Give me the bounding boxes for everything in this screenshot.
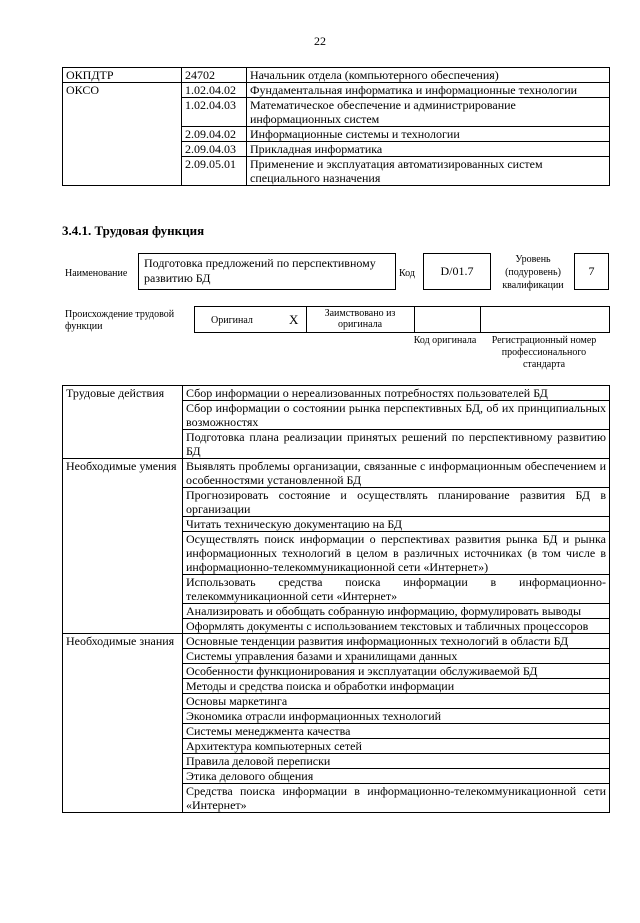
section-item: Этика делового общения [183, 769, 610, 784]
classification-row [63, 98, 610, 127]
classification-table [62, 67, 610, 186]
section-title-continuation [63, 532, 183, 575]
classification-name: Прикладная информатика [247, 142, 610, 157]
section-row [63, 604, 610, 619]
section-row [63, 709, 610, 724]
origin-divider-3 [480, 307, 481, 332]
classification-name: Начальник отдела (компьютерного обеспечения) [247, 68, 610, 83]
section-item: Сбор информации о нереализованных потребностях пользователей БД [183, 386, 610, 401]
section-item: Экономика отрасли информационных технологий [183, 709, 610, 724]
section-row [63, 386, 610, 401]
name-label: Наименование [65, 268, 128, 279]
function-details-table [62, 385, 610, 813]
section-row [63, 649, 610, 664]
section-row [63, 459, 610, 488]
section-title-continuation [63, 694, 183, 709]
section-item: Читать техническую документацию на БД [183, 517, 610, 532]
classification-name: Математическое обеспечение и администрирование информационных систем [247, 98, 610, 127]
section-item: Осуществлять поиск информации о перспективах развития рынка БД и рынка информационных технологий в целом в различных источниках (в том числе в информационно-телекоммуникационной сети «Интернет») [183, 532, 610, 575]
section-row [63, 634, 610, 649]
classification-name: Применение и эксплуатация автоматизированных систем специального назначения [247, 157, 610, 186]
classification-row [63, 68, 610, 83]
section-title-continuation [63, 430, 183, 459]
section-title-continuation [63, 724, 183, 739]
function-code-box [423, 253, 491, 290]
section-item: Сбор информации о состоянии рынка перспективных БД, об их принципиальных возможностях [183, 401, 610, 430]
section-row [63, 724, 610, 739]
section-row [63, 739, 610, 754]
classification-label [63, 142, 182, 157]
level-value: 7 [588, 264, 595, 278]
section-row [63, 694, 610, 709]
classification-code: 2.09.05.01 [182, 157, 247, 186]
section-title-continuation [63, 784, 183, 813]
section-title-continuation [63, 517, 183, 532]
classification-row [63, 83, 610, 98]
original-label: Оригинал [211, 315, 253, 326]
section-title-continuation [63, 604, 183, 619]
classification-label [63, 98, 182, 127]
section-title-continuation [63, 649, 183, 664]
section-title: Необходимые умения [63, 459, 183, 488]
origin-divider-1 [306, 307, 307, 332]
section-row [63, 575, 610, 604]
section-title-continuation [63, 488, 183, 517]
section-row [63, 619, 610, 634]
reg-caption: Регистрационный номер профессионального стандарта [491, 335, 597, 370]
section-row [63, 784, 610, 813]
classification-row [63, 142, 610, 157]
section-row [63, 664, 610, 679]
section-title-continuation [63, 664, 183, 679]
section-title-continuation [63, 739, 183, 754]
classification-code: 1.02.04.02 [182, 83, 247, 98]
section-row [63, 769, 610, 784]
section-item: Особенности функционирования и эксплуатации обслуживаемой БД [183, 664, 610, 679]
code-label: Код [399, 268, 415, 279]
section-title-continuation [63, 679, 183, 694]
section-item: Прогнозировать состояние и осуществлять планирование развития БД в организации [183, 488, 610, 517]
classification-label: ОКПДТР [63, 68, 182, 83]
classification-code: 2.09.04.02 [182, 127, 247, 142]
page-number: 22 [314, 34, 326, 48]
section-row [63, 517, 610, 532]
section-item: Основные тенденции развития информационных технологий в области БД [183, 634, 610, 649]
origin-divider-2 [414, 307, 415, 332]
classification-code: 1.02.04.03 [182, 98, 247, 127]
section-item: Выявлять проблемы организации, связанные с информационным обеспечением и особенностями установленной БД [183, 459, 610, 488]
section-row [63, 430, 610, 459]
section-title-continuation [63, 769, 183, 784]
origin-box [194, 306, 610, 333]
section-item: Правила деловой переписки [183, 754, 610, 769]
section-item: Архитектура компьютерных сетей [183, 739, 610, 754]
level-label: Уровень (подуровень) квалификации [502, 254, 564, 291]
section-item: Анализировать и обобщать собранную информацию, формулировать выводы [183, 604, 610, 619]
section-item: Средства поиска информации в информационно-телекоммуникационной сети «Интернет» [183, 784, 610, 813]
classification-label: ОКСО [63, 83, 182, 98]
level-box [574, 253, 609, 290]
section-title-continuation [63, 401, 183, 430]
section-item: Основы маркетинга [183, 694, 610, 709]
section-item: Системы менеджмента качества [183, 724, 610, 739]
section-row [63, 532, 610, 575]
borrowed-label: Заимствовано из оригинала [324, 308, 396, 330]
section-title: Необходимые знания [63, 634, 183, 649]
section-item: Методы и средства поиска и обработки информации [183, 679, 610, 694]
classification-label [63, 157, 182, 186]
section-item: Подготовка плана реализации принятых решений по перспективному развитию БД [183, 430, 610, 459]
section-title-continuation [63, 619, 183, 634]
classification-row [63, 157, 610, 186]
classification-name: Фундаментальная информатика и информационные технологии [247, 83, 610, 98]
section-item: Системы управления базами и хранилищами данных [183, 649, 610, 664]
section-title: Трудовые действия [63, 386, 183, 401]
classification-code: 24702 [182, 68, 247, 83]
function-code: D/01.7 [440, 264, 474, 278]
section-title-continuation [63, 754, 183, 769]
section-title-continuation [63, 575, 183, 604]
classification-name: Информационные системы и технологии [247, 127, 610, 142]
code-caption: Код оригинала [413, 335, 477, 346]
classification-label [63, 127, 182, 142]
classification-row [63, 127, 610, 142]
section-row [63, 401, 610, 430]
section-row [63, 488, 610, 517]
section-item: Использовать средства поиска информации в информационно-телекоммуникационной сети «Интернет» [183, 575, 610, 604]
function-name: Подготовка предложений по перспективному развитию БД [144, 256, 376, 285]
origin-label: Происхождение трудовой функции [65, 309, 175, 332]
section-heading: 3.4.1. Трудовая функция [62, 223, 205, 238]
section-row [63, 754, 610, 769]
classification-code: 2.09.04.03 [182, 142, 247, 157]
function-name-box [138, 253, 396, 290]
original-mark: X [289, 312, 299, 327]
section-item: Оформлять документы с использованием текстовых и табличных процессоров [183, 619, 610, 634]
section-row [63, 679, 610, 694]
section-title-continuation [63, 709, 183, 724]
